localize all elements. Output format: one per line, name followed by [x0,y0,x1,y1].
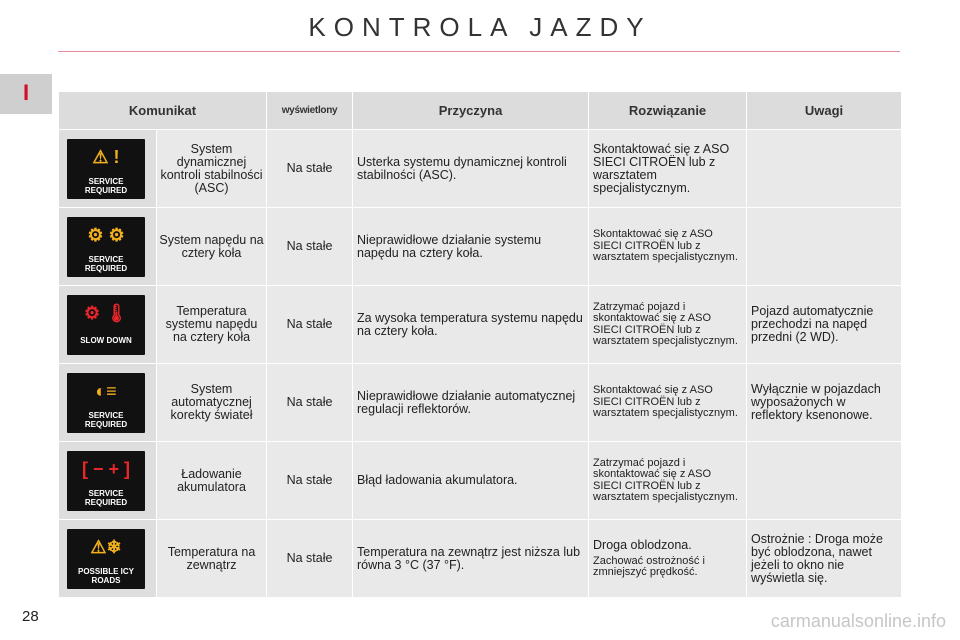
watermark: carmanualsonline.info [770,611,946,631]
cause-text: Usterka systemu dynamicznej kontroli stabilności (ASC). [353,130,589,208]
remarks-text [747,130,902,208]
stability-control-warning-icon: ⚠ ! [92,146,120,167]
system-name: Temperatura na zewnątrz [157,520,267,598]
header-displayed: wyświetlony [267,92,353,130]
lamp-caption: SERVICE REQUIRED [84,488,128,507]
cause-text: Temperatura na zewnątrz jest niższa lub równa 3 °C (37 °F). [353,520,589,598]
remarks-text: Pojazd automatycznie przechodzi na napęd przedni (2 WD). [747,286,902,364]
four-wheel-drive-temperature-icon: ⚙ 🌡 [84,302,128,323]
chapter-tab [0,74,52,114]
cause-text: Nieprawidłowe działanie systemu napędu na cztery koła. [353,208,589,286]
display-mode: Na stałe [267,208,353,286]
lamp-caption: SLOW DOWN [80,335,132,345]
cause-text: Błąd ładowania akumulatora. [353,442,589,520]
display-mode: Na stałe [267,286,353,364]
header-solution: Rozwiązanie [589,92,747,130]
table-row [59,364,902,442]
warning-messages-table [58,91,902,598]
title-divider [58,51,900,52]
remarks-text: Wyłącznie w pojazdach wyposażonych w reflektory ksenonowe. [747,364,902,442]
warning-lamp [67,451,145,511]
four-wheel-drive-warning-icon: ⚙ ⚙ [87,224,125,245]
warning-lamp [67,529,145,589]
warning-lamp [67,217,145,277]
header-cause: Przyczyna [353,92,589,130]
page-number: 28 [22,608,39,625]
solution-text: Zachować ostrożność i zmniejszyć prędkość. [593,554,705,578]
page-title: KONTROLA JAZDY [308,12,652,42]
table-row [59,130,902,208]
table-header-row [59,92,902,130]
system-name: System dynamicznej kontroli stabilności (ASC) [157,130,267,208]
solution-title: Droga oblodzona. [593,537,692,552]
headlamp-leveling-warning-icon: ◐≡ [95,380,117,401]
solution-text: Zatrzymać pojazd i skontaktować się z ASO SIECI CITROËN lub z warsztatem specjalistycznym. [589,442,747,520]
table-row [59,520,902,598]
lamp-caption: SERVICE REQUIRED [84,254,128,273]
warning-lamp [67,295,145,355]
remarks-text [747,208,902,286]
solution-text: Skontaktować się z ASO SIECI CITROËN lub z warsztatem specjalistycznym. [589,130,747,208]
table-row [59,286,902,364]
display-mode: Na stałe [267,442,353,520]
warning-lamp [67,373,145,433]
solution-text: Zatrzymać pojazd i skontaktować się z ASO SIECI CITROËN lub z warsztatem specjalistycznym. [589,286,747,364]
display-mode: Na stałe [267,520,353,598]
cause-text: Za wysoka temperatura systemu napędu na cztery koła. [353,286,589,364]
system-name: Ładowanie akumulatora [157,442,267,520]
header-remarks: Uwagi [747,92,902,130]
display-mode: Na stałe [267,130,353,208]
solution-text: Skontaktować się z ASO SIECI CITROËN lub z warsztatem specjalistycznym. [589,208,747,286]
solution-cell [589,520,747,598]
cause-text: Nieprawidłowe działanie automatycznej regulacji reflektorów. [353,364,589,442]
table-row [59,442,902,520]
battery-charging-warning-icon: [ − + ] [81,458,130,479]
display-mode: Na stałe [267,364,353,442]
table-row [59,208,902,286]
header-message: Komunikat [59,92,267,130]
system-name: System napędu na cztery koła [157,208,267,286]
remarks-text: Ostrożnie : Droga może być oblodzona, nawet jeżeli to okno nie wyświetla się. [747,520,902,598]
icy-road-warning-icon: ⚠❄ [90,536,122,557]
solution-text: Skontaktować się z ASO SIECI CITROËN lub z warsztatem specjalistycznym. [589,364,747,442]
warning-lamp [67,139,145,199]
lamp-caption: SERVICE REQUIRED [84,176,128,195]
system-name: System automatycznej korekty świateł [157,364,267,442]
system-name: Temperatura systemu napędu na cztery koła [157,286,267,364]
remarks-text [747,442,902,520]
chapter-label: I [22,80,30,105]
lamp-caption: POSSIBLE ICY ROADS [77,566,134,585]
lamp-caption: SERVICE REQUIRED [84,410,128,429]
